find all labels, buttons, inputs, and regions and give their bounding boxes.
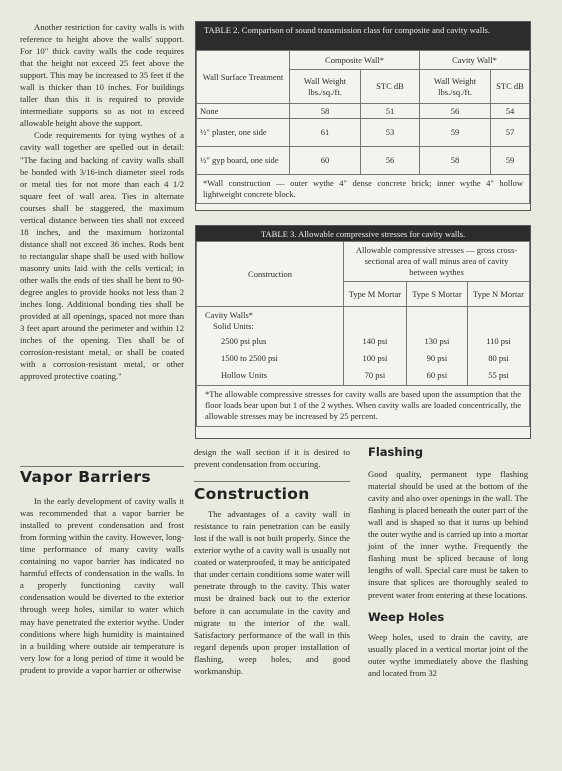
- paragraph: In the early development of cavity walls it was recommended that a vapor barrier be installed to prevent condensation and frost from forming within the cavity. However, long-time performance of many cavity walls containing no vapor barrier has indicated no harmful effects of condensation in the walls. In a properly functioning cavity wall condensation would be diverted to the exterior through weep holes, similar to water which may have penetrated the exterior wythe. Under conditions where high humidity is maintained in a building where outside air temperature is very low for a long period of time it would be prudent to provide a vapor barrier or otherwise: [20, 496, 184, 675]
- table-cell: 59: [491, 147, 530, 175]
- section-divider: [194, 481, 350, 482]
- column-header: STC dB: [491, 70, 530, 104]
- cavity-walls-text: [20, 21, 184, 382]
- row-label: 1500 to 2500 psi: [197, 350, 344, 367]
- column-header: Type N Mortar: [467, 282, 529, 307]
- table-row: [197, 367, 530, 385]
- table-caption: TABLE 2. Comparison of sound transmission class for composite and cavity walls.: [196, 22, 530, 50]
- column-header: Wall Weight lbs./sq./ft.: [290, 70, 361, 104]
- table-cell: 55 psi: [467, 367, 529, 385]
- cavity-walls-label: Cavity Walls*: [205, 310, 254, 320]
- column-group-header: Allowable compressive stresses — gross cross-sectional area of wall minus area of cavity between wythes: [344, 242, 530, 282]
- table-cell: 140 psi: [344, 333, 407, 350]
- paragraph: The advantages of a cavity wall in resistance to rain penetration can be easily lost if the wall is not built properly. Since the exterior wythe of a cavity wall is usually not coated or waterproofed, it may be anticipated that under certain conditions some water will penetrate through to the cavity. This water must be drained back out to the exterior before it can accumulate in the cavity and migrate to the interior of the wall. Satisfactory performance of the wall in this regard depends upon proper installation of flashing, weep holes, and good workmanship.: [194, 509, 350, 676]
- column-header: Type S Mortar: [406, 282, 467, 307]
- table-footnote: *Wall construction — outer wythe 4" dense concrete brick; inner wythe 4" hollow lightweight concrete block.: [197, 175, 530, 204]
- table-cell: 70 psi: [344, 367, 407, 385]
- table-cell: [406, 307, 467, 334]
- column-header: Wall Weight lbs./sq./ft.: [420, 70, 491, 104]
- row-label: None: [197, 104, 290, 119]
- row-label: 2500 psi plus: [197, 333, 344, 350]
- construction-section: [194, 446, 350, 677]
- column-header: STC dB: [361, 70, 420, 104]
- table-cell: 61: [290, 119, 361, 147]
- table-cell: 60: [290, 147, 361, 175]
- column-header: Type M Mortar: [344, 282, 407, 307]
- table-cell: 51: [361, 104, 420, 119]
- solid-units-label: Solid Units:: [213, 321, 254, 331]
- table-cell: 57: [491, 119, 530, 147]
- table-cell: [344, 307, 407, 334]
- table-cell: [467, 307, 529, 334]
- table-2: [195, 21, 531, 211]
- paragraph: Code requirements for tying wythes of a cavity wall together are spelled out in detail: "The facing and backing of cavity walls shall be bonded with 3/16-inch diameter steel rods or metal ties for not more than each 4 1/2 square feet of wall area. Ties in alternate courses shall be staggered, the maximum vertical distance between ties shall not exceed 18 inches, and the maximum horizontal distance shall not exceed 36 inches. Rods bent to rectangular shape shall be used with hollow masonry units laid with the cells vertical; in other walls the ends of ties shall be bent to 90-degree angles to provide hooks not less than 2 inches long. Additional bonding ties shall be provided at all openings, spaced not more than 3 feet apart around the perimeter and within 12 inches of the opening. Ties shall be of corrosion-resistant metal, or shall be coated with a corrosion-resistant metal, or other approved protective coating.": [20, 130, 184, 382]
- table-3: [195, 225, 531, 439]
- paragraph: design the wall section if it is desired to prevent condensation from occuring.: [194, 447, 350, 470]
- flashing-section: [368, 446, 528, 679]
- table-row: [197, 147, 530, 175]
- table-cell: 54: [491, 104, 530, 119]
- paragraph: Weep holes, used to drain the cavity, are usually placed in a vertical mortar joint of the outer wythe immediately above the flashing and located from 32: [368, 631, 528, 678]
- table-cell: 56: [420, 104, 491, 119]
- table-row: [197, 350, 530, 367]
- table-cell: 58: [420, 147, 491, 175]
- table-cell: 130 psi: [406, 333, 467, 350]
- section-heading: Construction: [194, 485, 310, 504]
- row-label: ½" plaster, one side: [197, 119, 290, 147]
- column-header: Wall Surface Treatment: [197, 51, 290, 104]
- column-group-header: Cavity Wall*: [420, 51, 530, 70]
- row-group-label: [197, 307, 344, 334]
- table-row: [197, 104, 530, 119]
- table-footnote: *The allowable compressive stresses for cavity walls are based upon the assumption that the floor loads bear upon but 1 of the 2 wythes. When cavity walls are loaded concentrically, the allowable stresses may be increased by 25 percent.: [197, 385, 530, 426]
- table-cell: 80 psi: [467, 350, 529, 367]
- table-cell: 58: [290, 104, 361, 119]
- table-cell: 90 psi: [406, 350, 467, 367]
- row-label: ½" gyp board, one side: [197, 147, 290, 175]
- column-group-header: Composite Wall*: [290, 51, 420, 70]
- vapor-barriers-section: [20, 468, 184, 676]
- table-caption: TABLE 3. Allowable compressive stresses for cavity walls.: [196, 226, 530, 241]
- table-cell: 110 psi: [467, 333, 529, 350]
- section-heading: Vapor Barriers: [20, 468, 151, 486]
- table-row: [197, 119, 530, 147]
- table-cell: 60 psi: [406, 367, 467, 385]
- subsection-heading: Weep Holes: [368, 609, 445, 624]
- section-divider: [20, 466, 184, 467]
- table-cell: 100 psi: [344, 350, 407, 367]
- paragraph: Another restriction for cavity walls is with reference to height above the walls' support. For 10" thick cavity walls the code requires that the height not exceed 25 feet above the support. This may be increased to 35 feet if the wall is thicker than 10 inches. For buildings taller than this it is required to provide intermediate supports so as not to exceed allowable height above the support.: [20, 22, 184, 129]
- table-cell: 59: [420, 119, 491, 147]
- table-row: [197, 333, 530, 350]
- table-cell: 56: [361, 147, 420, 175]
- column-header: Construction: [197, 242, 344, 307]
- paragraph: Good quality, permanent type flashing material should be used at the bottom of the cavity and also over openings in the wall. The flashing is placed beneath the outer part of the wall and is shaped so that it turns up behind the outer wythe and is carried up into a mortar joint of the inner wythe. Frequently the flashing must be spliced because of long lengths of wall. Special care must be taken to insure that splices are thoroughly sealed to prevent water from entering at these locations.: [368, 469, 528, 600]
- row-label: Hollow Units: [197, 367, 344, 385]
- subsection-heading: Flashing: [368, 445, 423, 459]
- table-cell: 53: [361, 119, 420, 147]
